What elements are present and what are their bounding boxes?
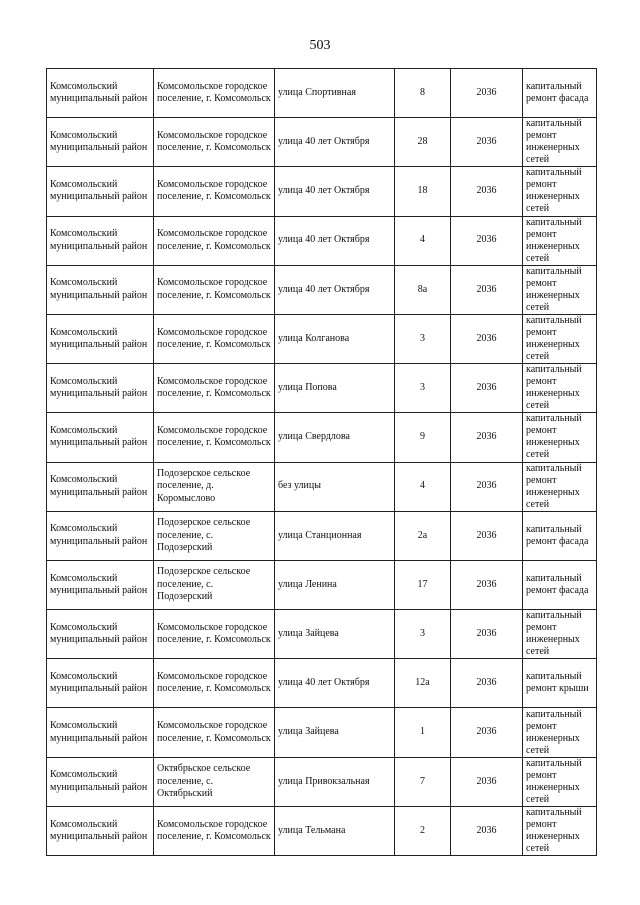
table-row: [47, 560, 597, 609]
cell-settlement: Подозерское сельское поселение, с. Подозерский: [154, 511, 275, 560]
cell-work-type: капитальный ремонт инженерных сетей: [523, 265, 597, 314]
cell-year: 2036: [451, 708, 523, 757]
cell-settlement: Комсомольское городское поселение, г. Комсомольск: [154, 118, 275, 167]
cell-settlement: Подозерское сельское поселение, д. Коромыслово: [154, 462, 275, 511]
cell-house-number: 3: [395, 314, 451, 363]
cell-street: улица Попова: [275, 364, 395, 413]
table-row: [47, 167, 597, 216]
cell-settlement: Комсомольское городское поселение, г. Комсомольск: [154, 69, 275, 118]
cell-work-type: капитальный ремонт инженерных сетей: [523, 610, 597, 659]
cell-work-type: капитальный ремонт инженерных сетей: [523, 216, 597, 265]
cell-street: улица 40 лет Октября: [275, 216, 395, 265]
cell-street: улица Станционная: [275, 511, 395, 560]
cell-settlement: Комсомольское городское поселение, г. Комсомольск: [154, 413, 275, 462]
cell-work-type: капитальный ремонт крыши: [523, 659, 597, 708]
cell-district: Комсомольский муниципальный район: [47, 511, 154, 560]
cell-house-number: 4: [395, 216, 451, 265]
cell-year: 2036: [451, 757, 523, 806]
cell-house-number: 7: [395, 757, 451, 806]
table-row: [47, 757, 597, 806]
cell-year: 2036: [451, 659, 523, 708]
cell-house-number: 12а: [395, 659, 451, 708]
cell-work-type: капитальный ремонт инженерных сетей: [523, 708, 597, 757]
cell-district: Комсомольский муниципальный район: [47, 757, 154, 806]
cell-settlement: Комсомольское городское поселение, г. Комсомольск: [154, 364, 275, 413]
cell-district: Комсомольский муниципальный район: [47, 610, 154, 659]
cell-street: улица Спортивная: [275, 69, 395, 118]
cell-year: 2036: [451, 610, 523, 659]
cell-work-type: капитальный ремонт инженерных сетей: [523, 462, 597, 511]
cell-street: улица 40 лет Октября: [275, 659, 395, 708]
cell-street: улица Тельмана: [275, 806, 395, 855]
table-body: [47, 69, 597, 856]
cell-year: 2036: [451, 167, 523, 216]
cell-house-number: 2: [395, 806, 451, 855]
cell-year: 2036: [451, 806, 523, 855]
cell-work-type: капитальный ремонт фасада: [523, 511, 597, 560]
cell-settlement: Комсомольское городское поселение, г. Комсомольск: [154, 265, 275, 314]
table-row: [47, 659, 597, 708]
cell-settlement: Комсомольское городское поселение, г. Комсомольск: [154, 806, 275, 855]
table-row: [47, 511, 597, 560]
table-row: [47, 265, 597, 314]
cell-district: Комсомольский муниципальный район: [47, 69, 154, 118]
page-number: 503: [309, 38, 331, 53]
cell-year: 2036: [451, 560, 523, 609]
cell-settlement: Комсомольское городское поселение, г. Комсомольск: [154, 314, 275, 363]
cell-settlement: Комсомольское городское поселение, г. Комсомольск: [154, 610, 275, 659]
cell-district: Комсомольский муниципальный район: [47, 659, 154, 708]
cell-year: 2036: [451, 69, 523, 118]
cell-year: 2036: [451, 118, 523, 167]
cell-district: Комсомольский муниципальный район: [47, 265, 154, 314]
cell-house-number: 2а: [395, 511, 451, 560]
cell-district: Комсомольский муниципальный район: [47, 413, 154, 462]
cell-work-type: капитальный ремонт фасада: [523, 560, 597, 609]
table-row: [47, 806, 597, 855]
table-row: [47, 216, 597, 265]
cell-house-number: 17: [395, 560, 451, 609]
cell-settlement: Комсомольское городское поселение, г. Комсомольск: [154, 216, 275, 265]
cell-settlement: Комсомольское городское поселение, г. Комсомольск: [154, 167, 275, 216]
cell-year: 2036: [451, 364, 523, 413]
table-row: [47, 314, 597, 363]
cell-house-number: 9: [395, 413, 451, 462]
cell-year: 2036: [451, 511, 523, 560]
table-row: [47, 413, 597, 462]
cell-street: улица Зайцева: [275, 708, 395, 757]
cell-district: Комсомольский муниципальный район: [47, 806, 154, 855]
cell-work-type: капитальный ремонт инженерных сетей: [523, 413, 597, 462]
cell-settlement: Октябрьское сельское поселение, с. Октябрьский: [154, 757, 275, 806]
cell-street: улица 40 лет Октября: [275, 118, 395, 167]
cell-street: улица Привокзальная: [275, 757, 395, 806]
cell-district: Комсомольский муниципальный район: [47, 314, 154, 363]
table-row: [47, 610, 597, 659]
cell-work-type: капитальный ремонт инженерных сетей: [523, 806, 597, 855]
table-row: [47, 69, 597, 118]
cell-house-number: 8а: [395, 265, 451, 314]
cell-year: 2036: [451, 216, 523, 265]
cell-house-number: 3: [395, 610, 451, 659]
cell-settlement: Комсомольское городское поселение, г. Комсомольск: [154, 659, 275, 708]
cell-house-number: 28: [395, 118, 451, 167]
cell-year: 2036: [451, 462, 523, 511]
table-row: [47, 462, 597, 511]
cell-work-type: капитальный ремонт фасада: [523, 69, 597, 118]
cell-work-type: капитальный ремонт инженерных сетей: [523, 118, 597, 167]
cell-district: Комсомольский муниципальный район: [47, 364, 154, 413]
cell-street: улица 40 лет Октября: [275, 167, 395, 216]
table-row: [47, 364, 597, 413]
cell-street: без улицы: [275, 462, 395, 511]
cell-district: Комсомольский муниципальный район: [47, 118, 154, 167]
cell-work-type: капитальный ремонт инженерных сетей: [523, 757, 597, 806]
cell-year: 2036: [451, 265, 523, 314]
cell-house-number: 1: [395, 708, 451, 757]
table-row: [47, 708, 597, 757]
cell-street: улица Ленина: [275, 560, 395, 609]
cell-street: улица Свердлова: [275, 413, 395, 462]
cell-work-type: капитальный ремонт инженерных сетей: [523, 167, 597, 216]
cell-street: улица 40 лет Октября: [275, 265, 395, 314]
housing-repair-table: [46, 68, 597, 856]
cell-year: 2036: [451, 314, 523, 363]
cell-work-type: капитальный ремонт инженерных сетей: [523, 364, 597, 413]
cell-district: Комсомольский муниципальный район: [47, 708, 154, 757]
cell-street: улица Зайцева: [275, 610, 395, 659]
cell-district: Комсомольский муниципальный район: [47, 216, 154, 265]
cell-house-number: 8: [395, 69, 451, 118]
cell-district: Комсомольский муниципальный район: [47, 167, 154, 216]
cell-year: 2036: [451, 413, 523, 462]
cell-settlement: Комсомольское городское поселение, г. Комсомольск: [154, 708, 275, 757]
cell-district: Комсомольский муниципальный район: [47, 560, 154, 609]
cell-house-number: 4: [395, 462, 451, 511]
cell-house-number: 18: [395, 167, 451, 216]
cell-settlement: Подозерское сельское поселение, с. Подозерский: [154, 560, 275, 609]
cell-street: улица Колганова: [275, 314, 395, 363]
table-row: [47, 118, 597, 167]
cell-house-number: 3: [395, 364, 451, 413]
cell-work-type: капитальный ремонт инженерных сетей: [523, 314, 597, 363]
cell-district: Комсомольский муниципальный район: [47, 462, 154, 511]
